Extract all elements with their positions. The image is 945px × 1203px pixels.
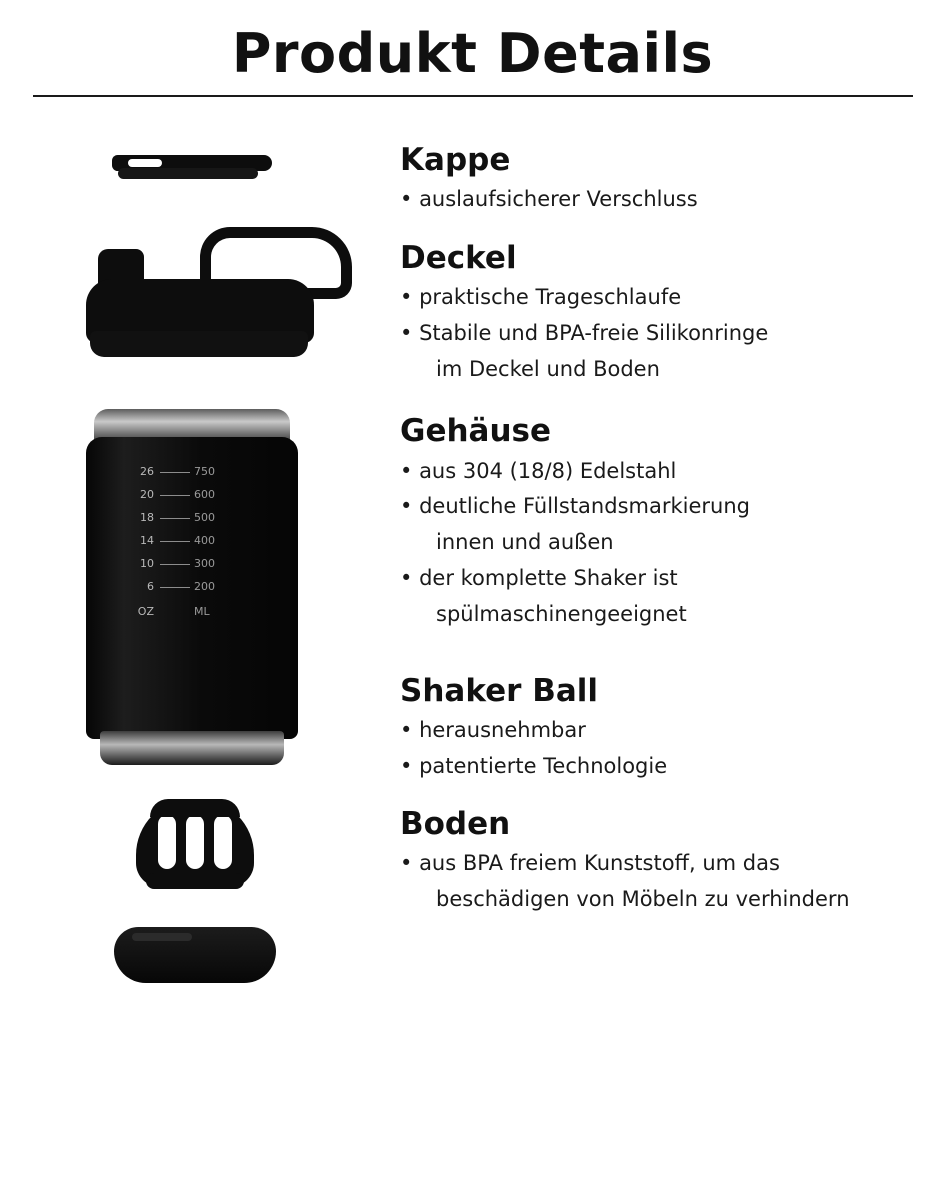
scale-tick bbox=[160, 495, 190, 496]
scale-tick bbox=[160, 541, 190, 542]
bullet-item-continuation: spülmaschinengeeignet bbox=[436, 601, 687, 626]
bullet-item: • aus BPA freiem Kunststoff, um das bbox=[400, 849, 927, 879]
section-heading-gehaeuse: Gehäuse bbox=[400, 413, 552, 450]
measurement-scale bbox=[128, 465, 258, 623]
section-heading-shaker-ball: Shaker Ball bbox=[400, 672, 599, 709]
scale-tick bbox=[160, 518, 190, 519]
scale-tick bbox=[160, 564, 190, 565]
scale-oz-value: 18 bbox=[140, 511, 154, 524]
scale-ml-value: 750 bbox=[194, 465, 215, 478]
scale-ml-value: 600 bbox=[194, 488, 215, 501]
shaker-ball-illustration bbox=[136, 799, 254, 891]
scale-ml-value: 400 bbox=[194, 534, 215, 547]
bullet-item: • der komplette Shaker ist bbox=[400, 564, 927, 594]
lid-skirt-shape bbox=[90, 331, 308, 357]
scale-row bbox=[128, 557, 258, 580]
scale-row bbox=[128, 488, 258, 511]
bottom-highlight-shape bbox=[132, 933, 192, 941]
lid-part-illustration bbox=[80, 227, 330, 357]
scale-units-row bbox=[128, 605, 258, 623]
scale-row bbox=[128, 534, 258, 557]
bottle-base-ring-shape bbox=[100, 731, 284, 765]
scale-ml-value: 300 bbox=[194, 557, 215, 570]
bullet-item: • herausnehmbar bbox=[400, 716, 927, 746]
section-heading-boden: Boden bbox=[400, 806, 511, 843]
bullet-list-deckel bbox=[400, 283, 927, 384]
shaker-ball-cap-shape bbox=[150, 799, 240, 817]
scale-oz-value: 6 bbox=[147, 580, 154, 593]
bullet-item-continuation: im Deckel und Boden bbox=[436, 356, 660, 381]
bottom-part-illustration bbox=[114, 927, 276, 989]
bullet-item: • auslaufsicherer Verschluss bbox=[400, 185, 927, 215]
scale-unit-oz: OZ bbox=[137, 605, 154, 618]
scale-oz-value: 14 bbox=[140, 534, 154, 547]
scale-oz-value: 20 bbox=[140, 488, 154, 501]
scale-tick bbox=[160, 587, 190, 588]
bullet-item: • patentierte Technologie bbox=[400, 752, 927, 782]
bullet-list-shaker-ball bbox=[400, 716, 927, 782]
feature-list bbox=[400, 137, 945, 921]
section-heading-kappe: Kappe bbox=[400, 142, 511, 178]
bullet-item: • deutliche Füllstandsmarkierung bbox=[400, 492, 927, 522]
bullet-item: • Stabile und BPA-freie Silikonringe bbox=[400, 319, 927, 349]
scale-ml-value: 500 bbox=[194, 511, 215, 524]
bottle-body-illustration bbox=[86, 409, 298, 769]
scale-unit-ml: ML bbox=[194, 605, 210, 618]
scale-oz-value: 10 bbox=[140, 557, 154, 570]
scale-row bbox=[128, 511, 258, 534]
scale-tick bbox=[160, 472, 190, 473]
scale-row bbox=[128, 465, 258, 488]
shaker-ball-slot-shape bbox=[158, 815, 176, 869]
section-heading-deckel: Deckel bbox=[400, 239, 517, 276]
product-details-content bbox=[0, 97, 945, 1177]
lid-loop-opening-shape bbox=[223, 241, 309, 261]
bullet-item-continuation: innen und außen bbox=[436, 530, 614, 555]
shaker-ball-slot-shape bbox=[214, 815, 232, 869]
bullet-item: • praktische Trageschlaufe bbox=[400, 283, 927, 313]
cap-bar-secondary-shape bbox=[118, 168, 258, 179]
shaker-ball-foot-shape bbox=[146, 873, 244, 889]
bullet-item: • aus 304 (18/8) Edelstahl bbox=[400, 457, 927, 487]
bullet-list-boden bbox=[400, 849, 927, 915]
bullet-item-continuation: beschädigen von Möbeln zu verhindern bbox=[436, 887, 850, 912]
bullet-list-kappe bbox=[400, 185, 927, 215]
cap-hole-shape bbox=[128, 159, 162, 167]
bullet-list-gehaeuse bbox=[400, 457, 927, 630]
scale-oz-value: 26 bbox=[140, 465, 154, 478]
scale-row bbox=[128, 580, 258, 603]
scale-ml-value: 200 bbox=[194, 580, 215, 593]
product-illustration bbox=[0, 137, 400, 1177]
cap-part-illustration bbox=[112, 149, 272, 185]
shaker-ball-slot-shape bbox=[186, 815, 204, 869]
page-title: Produkt Details bbox=[231, 22, 714, 85]
